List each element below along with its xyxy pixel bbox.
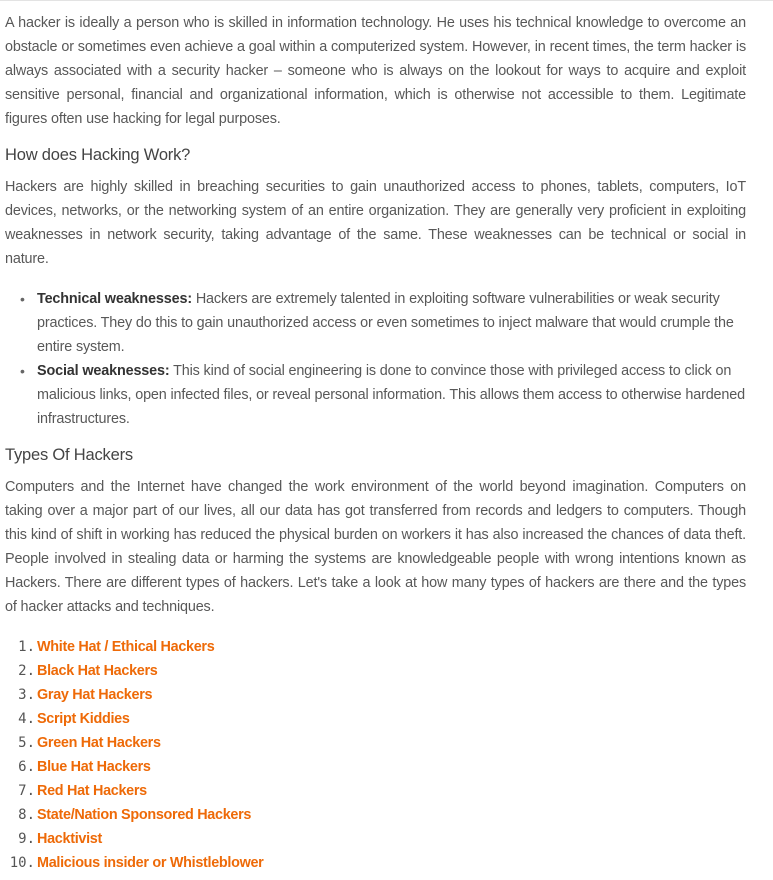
list-number: 1. <box>18 639 35 655</box>
link-hacktivist[interactable]: Hacktivist <box>37 831 102 847</box>
link-blue-hat[interactable]: Blue Hat Hackers <box>37 759 151 775</box>
list-item <box>5 659 746 683</box>
list-item <box>5 779 746 803</box>
list-number: 4. <box>18 711 35 727</box>
types-paragraph: Computers and the Internet have changed the work environment of the world beyond imagination. Computers on taking over a major part of our lives, all our data has got transferred from records and ledgers to computers. Though this kind of shift in working has reduced the physical burden on workers it has also increased the chances of data theft. People involved in stealing data or harming the systems are knowledgeable people with wrong intentions known as Hackers. There are different types of hackers. Let's take a look at how many types of hackers are there and the types of hacker attacks and techniques. <box>5 479 746 615</box>
list-number: 5. <box>18 735 35 751</box>
heading-types-of-hackers: Types Of Hackers <box>5 446 133 464</box>
list-item <box>5 707 746 731</box>
list-item <box>5 755 746 779</box>
list-item <box>5 635 746 659</box>
link-gray-hat[interactable]: Gray Hat Hackers <box>37 687 153 703</box>
link-black-hat[interactable]: Black Hat Hackers <box>37 663 158 679</box>
list-number: 7. <box>18 783 35 799</box>
term-social: Social weaknesses: <box>37 363 170 379</box>
intro-paragraph: A hacker is ideally a person who is skilled in information technology. He uses his technical knowledge to overcome an obstacle or sometimes even achieve a goal within a computerized system. However, in recent times, the term hacker is always associated with a security hacker – someone who is always on the lookout for ways to acquire and exploit sensitive personal, financial and organizational information, which is otherwise not accessible to them. Legitimate figures often use hacking for legal purposes. <box>5 15 746 127</box>
text-technical: Hackers are extremely talented in exploiting software vulnerabilities or weak security practices. They do this to gain unauthorized access or even sometimes to inject malware that would crumple the entire system. <box>37 291 734 355</box>
list-item <box>5 851 746 875</box>
list-number: 10. <box>9 855 35 871</box>
heading-how-hacking-works: How does Hacking Work? <box>5 146 191 164</box>
list-item <box>5 731 746 755</box>
term-technical: Technical weaknesses: <box>37 291 192 307</box>
bullet-icon: • <box>20 363 25 379</box>
hacker-types-list <box>5 635 746 875</box>
how-hacking-paragraph: Hackers are highly skilled in breaching securities to gain unauthorized access to phones, tablets, computers, IoT devices, networks, or the networking system of an entire organization. They are generally very proficient in exploiting weaknesses in network security, taking advantage of the same. These weaknesses can be technical or social in nature. <box>5 179 746 267</box>
link-state-sponsored[interactable]: State/Nation Sponsored Hackers <box>37 807 252 823</box>
link-green-hat[interactable]: Green Hat Hackers <box>37 735 161 751</box>
article-content <box>5 11 746 875</box>
top-divider <box>0 0 773 1</box>
list-number: 6. <box>18 759 35 775</box>
list-item-social <box>20 359 746 431</box>
link-script-kiddies[interactable]: Script Kiddies <box>37 711 130 727</box>
link-malicious-insider[interactable]: Malicious insider or Whistleblower <box>37 855 264 871</box>
list-number: 8. <box>18 807 35 823</box>
text-social: This kind of social engineering is done to convince those with privileged access to click on malicious links, open infected files, or reveal personal information. This allows them access to otherwise hardened infrastructures. <box>37 363 745 427</box>
list-item <box>5 683 746 707</box>
list-item <box>5 803 746 827</box>
weakness-list <box>5 287 746 431</box>
list-item <box>5 827 746 851</box>
list-number: 2. <box>18 663 35 679</box>
list-item-technical <box>20 287 746 359</box>
bullet-icon: • <box>20 291 25 307</box>
link-white-hat[interactable]: White Hat / Ethical Hackers <box>37 639 215 655</box>
list-number: 3. <box>18 687 35 703</box>
list-number: 9. <box>18 831 35 847</box>
link-red-hat[interactable]: Red Hat Hackers <box>37 783 147 799</box>
